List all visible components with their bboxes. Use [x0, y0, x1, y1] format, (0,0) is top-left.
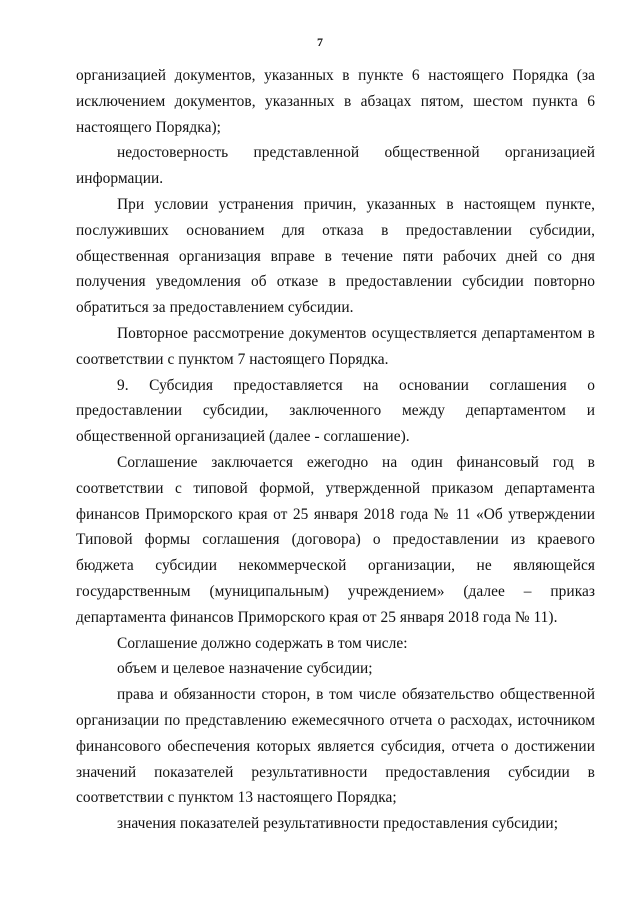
- page-number: 7: [317, 35, 323, 49]
- paragraph-5: 9. Субсидия предоставляется на основании соглашения о предоставлении субсидии, заключенного между департаментом и общественной организацией (далее - соглашение).: [76, 376, 595, 446]
- paragraph-10: значения показателей результативности предоставления субсидии;: [117, 815, 559, 833]
- paragraph-6: Соглашение заключается ежегодно на один финансовый год в соответствии с типовой формой, утвержденной приказом департамента финансов Приморского края от 25 января 2018 года № 11 «Об утверждении Типовой формы соглашения (договора) о предоставлении из краевого бюджета субсидии некоммерческой организации, не являющейся государственным (муниципальным) учреждением» (далее – приказ департамента финансов Приморского края от 25 января 2018 года № 11).: [76, 453, 595, 626]
- paragraph-2: недостоверность представленной общественной организацией информации.: [76, 144, 595, 188]
- paragraph-1: организацией документов, указанных в пункте 6 настоящего Порядка (за исключением документов, указанных в абзацах пятом, шестом пункта 6 настоящего Порядка);: [76, 67, 595, 136]
- paragraph-4: Повторное рассмотрение документов осуществляется департаментом в соответствии с пунктом 7 настоящего Порядка.: [76, 324, 595, 368]
- paragraph-8: объем и целевое назначение субсидии;: [117, 660, 373, 678]
- paragraph-7: Соглашение должно содержать в том числе:: [117, 634, 408, 652]
- paragraph-3: При условии устранения причин, указанных в настоящем пункте, послуживших основанием для отказа в предоставлении субсидии, общественная организация вправе в течение пяти рабочих дней со дня получения уведомления об отказе в предоставлении субсидии повторно обратиться за предоставлением субсидии.: [76, 195, 595, 317]
- paragraph-9: права и обязанности сторон, в том числе обязательство общественной организации по представлению ежемесячного отчета о расходах, источником финансового обеспечения которых является субсидия, отчета о достижении значений показателей результативности предоставления субсидии в соответствии с пунктом 13 настоящего Порядка;: [76, 686, 595, 807]
- document-body: [76, 63, 595, 837]
